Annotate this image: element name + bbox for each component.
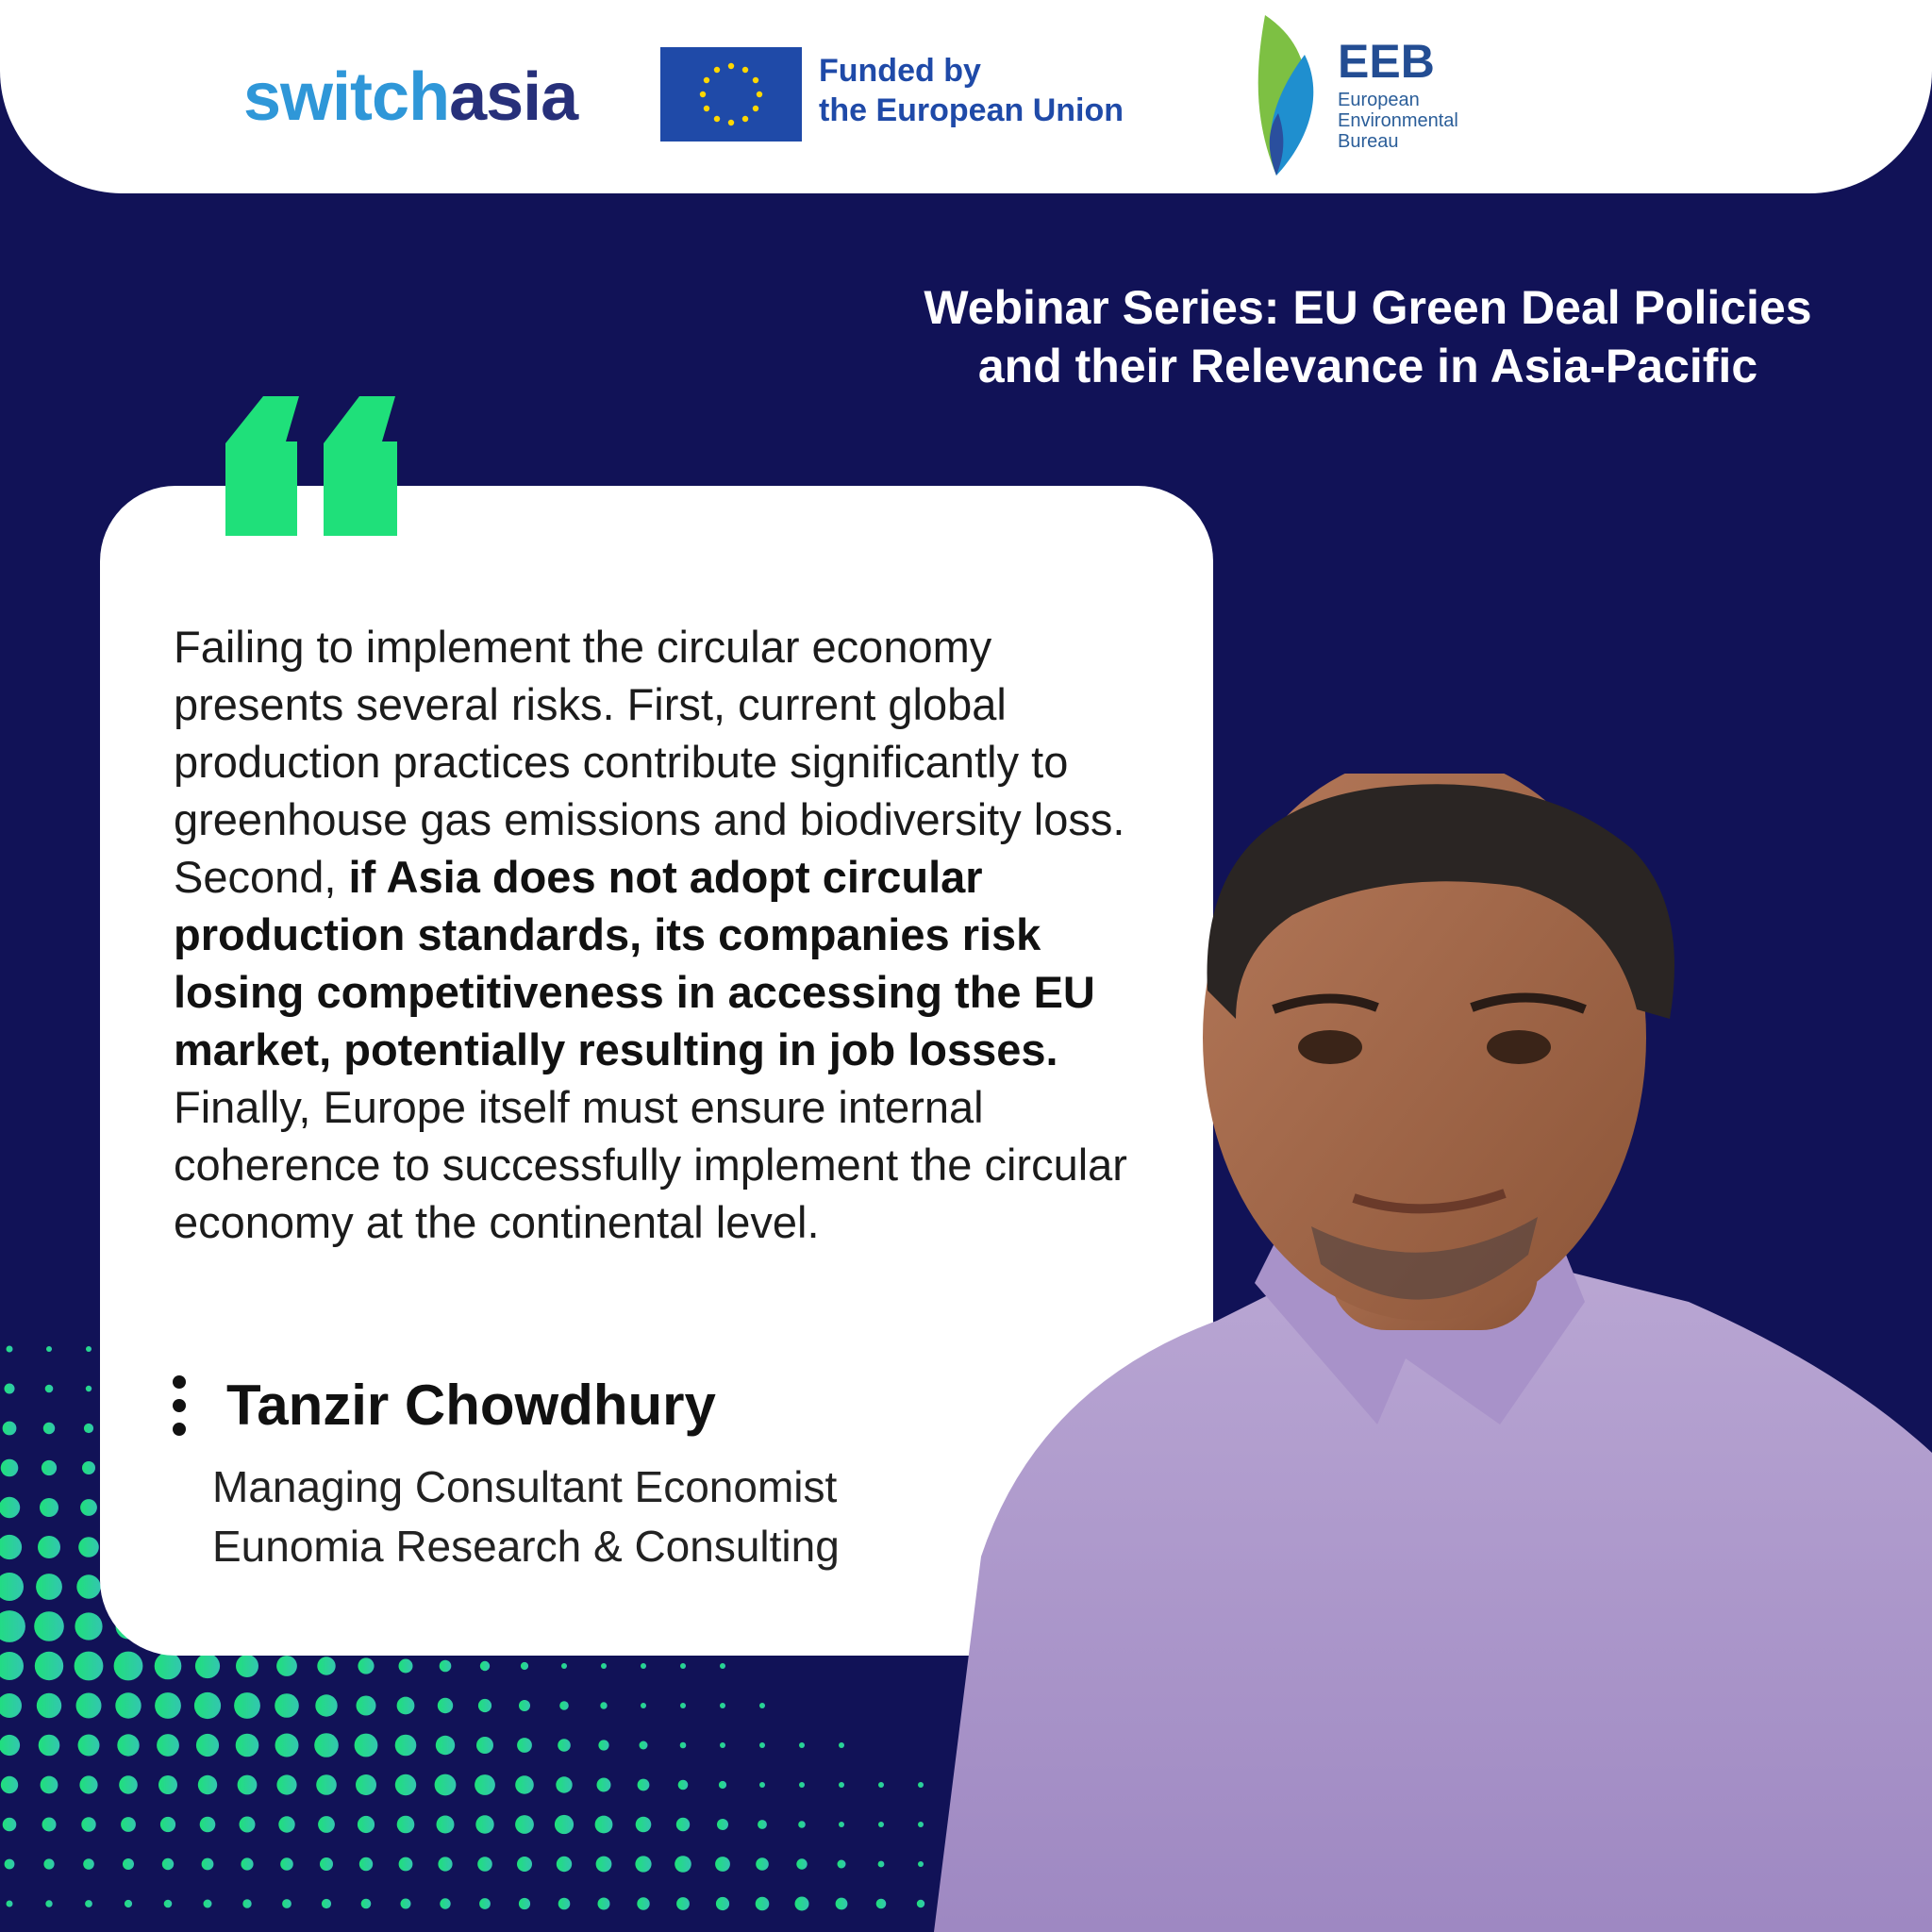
decor-dot [799, 1782, 805, 1788]
decor-dot [282, 1899, 291, 1908]
decor-dot [196, 1734, 219, 1757]
decor-dot [399, 1659, 413, 1674]
decor-dot [476, 1737, 493, 1754]
switchasia-logo-part2: asia [449, 59, 578, 135]
decor-dot [438, 1857, 452, 1871]
quote-intro: Failing to implement the circular economy presents several risks. First, current global production practices contribute significantly to greenhouse gas emissions and biodiversity loss. Second, [174, 622, 1125, 902]
decor-dot [558, 1898, 571, 1910]
decor-dot [756, 1897, 770, 1911]
decor-dot [236, 1734, 259, 1757]
decor-dot [86, 1386, 92, 1391]
decor-dot [839, 1782, 844, 1788]
decor-dot [43, 1858, 54, 1869]
decor-dot [198, 1775, 217, 1794]
quote-outro: Finally, Europe itself must ensure internal coherence to successfully implement the circular economy at the continental level. [174, 1082, 1127, 1247]
decor-dot [437, 1816, 455, 1834]
decor-dot [0, 1573, 24, 1601]
decor-dot [598, 1898, 610, 1910]
decor-dot [798, 1821, 806, 1828]
decor-dot [238, 1775, 258, 1795]
eu-star [753, 77, 758, 83]
decor-dot [76, 1693, 102, 1719]
decor-dot [117, 1734, 139, 1756]
decor-dot [641, 1663, 646, 1669]
decor-dot [759, 1742, 765, 1748]
decor-dot [0, 1610, 25, 1642]
decor-dot [436, 1736, 455, 1755]
decor-dot [3, 1818, 17, 1832]
decor-dot [194, 1692, 221, 1719]
decor-dot [918, 1822, 924, 1827]
decor-dot [121, 1817, 136, 1832]
decor-dot [164, 1900, 173, 1908]
decor-dot [477, 1857, 492, 1872]
decor-dot [717, 1819, 728, 1830]
decor-dot [1, 1776, 18, 1793]
decor-dot [601, 1663, 607, 1669]
decor-dot [78, 1735, 100, 1757]
decor-dot [676, 1818, 690, 1831]
eeb-leaf-icon [1250, 9, 1325, 181]
decor-dot [440, 1660, 452, 1673]
decor-dot [719, 1781, 726, 1789]
decor-dot [555, 1815, 574, 1834]
decor-dot [204, 1900, 212, 1908]
decor-dot [43, 1423, 55, 1434]
decor-dot [5, 1859, 15, 1870]
decor-dot [158, 1775, 177, 1794]
decor-dot [275, 1693, 299, 1718]
decor-dot [720, 1742, 725, 1748]
decor-dot [320, 1857, 333, 1871]
decor-dot [75, 1652, 104, 1681]
eu-star [742, 67, 748, 73]
decor-dot [162, 1858, 174, 1870]
funded-by-eu [819, 51, 1124, 130]
decor-dot [358, 1657, 374, 1674]
decor-dot [556, 1776, 572, 1792]
decor-dot [479, 1898, 491, 1909]
eu-flag-icon [660, 47, 802, 142]
eu-star [742, 116, 748, 122]
decor-dot [675, 1856, 691, 1873]
decor-dot [36, 1574, 62, 1600]
decor-dot [234, 1692, 260, 1719]
eeb-line3: Bureau [1338, 131, 1399, 152]
decor-dot [596, 1857, 612, 1873]
decor-dot [680, 1742, 687, 1749]
decor-dot [42, 1460, 57, 1475]
decor-dot [1, 1459, 19, 1477]
speaker-photo [934, 774, 1932, 1932]
switchasia-logo [243, 58, 577, 136]
decor-dot [7, 1901, 13, 1907]
decor-dot [759, 1703, 765, 1708]
decor-dot [242, 1899, 251, 1907]
eeb-line2: Environmental [1338, 110, 1458, 131]
decor-dot [316, 1774, 337, 1795]
decor-dot [638, 1779, 650, 1791]
decor-dot [82, 1461, 95, 1474]
decor-dot [119, 1775, 138, 1794]
header-banner [0, 0, 1932, 193]
decor-dot [480, 1661, 490, 1671]
decor-dot [918, 1861, 924, 1867]
decor-dot [795, 1897, 809, 1911]
decor-dot [680, 1703, 686, 1708]
decor-dot [76, 1574, 100, 1598]
decor-dot [435, 1774, 457, 1796]
decor-dot [397, 1697, 415, 1715]
decor-dot [515, 1815, 534, 1834]
eu-star [728, 120, 734, 125]
decor-dot [39, 1735, 60, 1757]
eeb-title: EEB [1338, 35, 1435, 88]
decor-dot [796, 1858, 807, 1869]
decor-dot [878, 1782, 884, 1788]
decor-dot [7, 1346, 13, 1353]
eu-star [753, 106, 758, 111]
decor-dot [86, 1346, 92, 1352]
decor-dot [595, 1816, 613, 1834]
decor-dot [202, 1858, 214, 1871]
eeb-subtitle [1338, 90, 1458, 152]
decor-dot [236, 1655, 258, 1677]
decor-dot [720, 1703, 725, 1708]
decor-dot [79, 1775, 97, 1793]
decor-dot [637, 1897, 649, 1909]
decor-dot [314, 1733, 339, 1757]
decor-dot [361, 1899, 372, 1909]
vertical-dots-icon [168, 1373, 191, 1439]
decor-dot [640, 1741, 648, 1750]
decor-dot [521, 1662, 528, 1670]
webinar-title-line2: and their Relevance in Asia-Pacific [977, 340, 1758, 392]
decor-dot [195, 1654, 220, 1678]
decor-dot [275, 1734, 299, 1757]
decor-dot [878, 1822, 884, 1827]
funded-line2: the European Union [819, 92, 1124, 128]
decor-dot [358, 1816, 375, 1833]
decor-dot [758, 1820, 767, 1829]
decor-dot [357, 1696, 376, 1716]
decor-dot [515, 1775, 534, 1794]
open-quote-icon [222, 396, 401, 536]
eu-star [714, 116, 720, 122]
decor-dot [636, 1817, 652, 1833]
webinar-title [830, 278, 1906, 395]
decor-dot [876, 1899, 887, 1909]
decor-dot [315, 1694, 337, 1716]
decor-dot [160, 1817, 175, 1832]
decor-dot [641, 1703, 646, 1708]
decor-dot [240, 1817, 256, 1833]
decor-dot [395, 1774, 416, 1795]
decor-dot [84, 1424, 93, 1433]
decor-dot [241, 1857, 253, 1870]
decor-dot [598, 1740, 608, 1750]
decor-dot [359, 1857, 373, 1871]
decor-dot [716, 1897, 729, 1910]
decor-dot [125, 1900, 132, 1907]
decor-dot [917, 1900, 924, 1907]
decor-dot [401, 1899, 411, 1909]
decor-dot [45, 1900, 52, 1907]
decor-dot [78, 1537, 99, 1557]
decor-dot [557, 1857, 572, 1872]
decor-dot [5, 1384, 15, 1394]
decor-dot [799, 1742, 805, 1748]
decor-dot [635, 1856, 651, 1872]
speaker-role [212, 1457, 840, 1576]
decor-dot [676, 1897, 690, 1910]
eeb-line1: European [1338, 90, 1420, 110]
decor-dot [838, 1860, 846, 1869]
decor-dot [280, 1857, 293, 1871]
decor-dot [40, 1498, 58, 1517]
decor-dot [0, 1535, 22, 1559]
decor-dot [399, 1857, 413, 1872]
decor-dot [75, 1612, 102, 1640]
quote-highlight: if Asia does not adopt circular production standards, its companies risk losing competitiveness in accessing the EU market, potentially resulting in job losses. [174, 852, 1095, 1074]
eu-star [757, 92, 762, 97]
decor-dot [37, 1693, 61, 1718]
decor-dot [680, 1663, 686, 1669]
decor-dot [0, 1735, 20, 1756]
eu-star [714, 67, 720, 73]
decor-dot [878, 1861, 885, 1868]
decor-dot [81, 1817, 95, 1831]
speaker-title: Managing Consultant Economist [212, 1462, 838, 1511]
decor-dot [839, 1822, 844, 1827]
decor-dot [45, 1385, 54, 1393]
decor-dot [478, 1699, 491, 1712]
decor-dot [276, 1656, 297, 1676]
decor-dot [558, 1739, 571, 1752]
eu-star [728, 63, 734, 69]
decor-dot [839, 1742, 844, 1748]
decor-dot [519, 1700, 530, 1711]
decor-dot [600, 1702, 607, 1708]
decor-dot [278, 1816, 294, 1832]
decor-dot [440, 1898, 450, 1908]
decor-dot [317, 1657, 335, 1674]
decor-dot [395, 1735, 417, 1757]
decor-dot [756, 1857, 769, 1871]
decor-dot [0, 1693, 22, 1718]
decor-dot [114, 1652, 143, 1681]
decor-dot [318, 1816, 335, 1833]
decor-dot [836, 1898, 848, 1910]
decor-dot [438, 1698, 453, 1713]
funded-line1: Funded by [819, 53, 981, 89]
decor-dot [597, 1778, 611, 1792]
decor-dot [397, 1816, 415, 1834]
decor-dot [123, 1858, 134, 1870]
decor-dot [35, 1652, 63, 1680]
decor-dot [475, 1815, 493, 1833]
decor-dot [200, 1817, 216, 1833]
decor-dot [517, 1738, 532, 1753]
decor-dot [475, 1774, 495, 1795]
eu-star [704, 106, 709, 111]
decor-dot [80, 1499, 97, 1516]
decor-dot [0, 1652, 24, 1680]
decor-dot [34, 1611, 64, 1641]
decor-dot [155, 1653, 182, 1680]
webinar-title-line1: Webinar Series: EU Green Deal Policies [924, 281, 1812, 334]
speaker-organization: Eunomia Research & Consulting [212, 1522, 840, 1571]
decor-dot [322, 1899, 331, 1908]
decor-dot [46, 1346, 52, 1352]
decor-dot [155, 1692, 181, 1719]
decor-dot [715, 1857, 730, 1872]
decor-dot [157, 1734, 179, 1757]
decor-dot [517, 1857, 532, 1872]
decor-dot [720, 1663, 725, 1669]
decor-dot [85, 1900, 92, 1907]
switchasia-logo-part1: switch [243, 59, 450, 135]
decor-dot [918, 1782, 924, 1788]
decor-dot [38, 1536, 60, 1558]
decor-dot [519, 1898, 530, 1909]
decor-dot [559, 1701, 569, 1710]
decor-dot [41, 1776, 58, 1794]
decor-dot [356, 1774, 376, 1795]
decor-dot [115, 1692, 141, 1718]
decor-dot [42, 1818, 57, 1832]
decor-dot [3, 1422, 17, 1436]
eu-star [704, 77, 709, 83]
decor-dot [759, 1782, 765, 1788]
decor-dot [276, 1774, 296, 1794]
eu-star [700, 92, 706, 97]
decor-dot [355, 1734, 378, 1757]
speaker-name: Tanzir Chowdhury [226, 1374, 716, 1437]
decor-dot [0, 1497, 20, 1518]
decor-dot [678, 1780, 689, 1790]
decor-dot [83, 1858, 94, 1870]
decor-dot [561, 1663, 567, 1669]
